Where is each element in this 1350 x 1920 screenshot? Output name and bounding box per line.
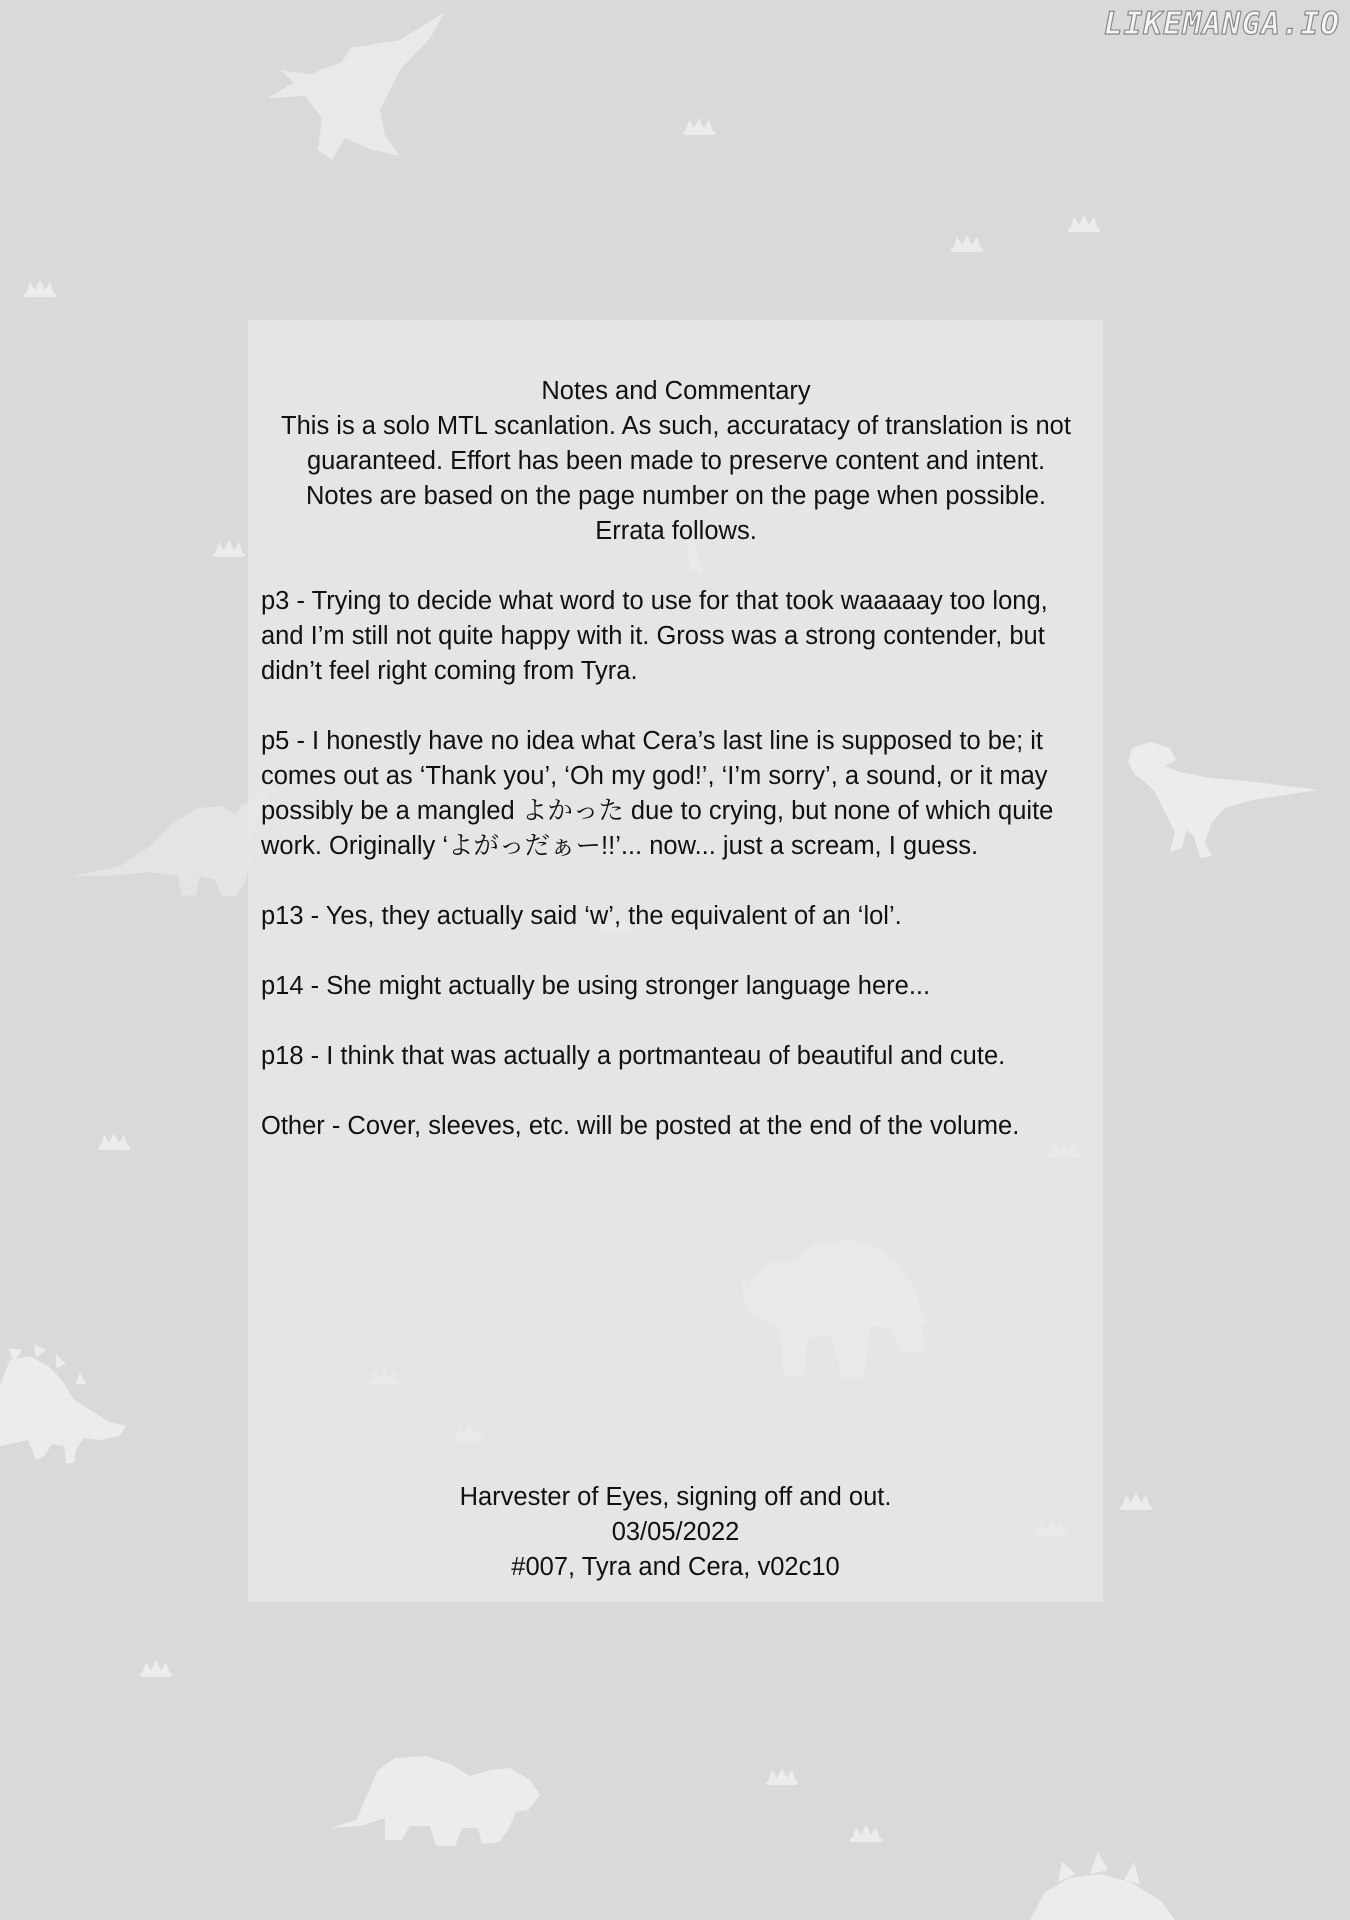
notes-panel [248, 320, 1103, 1602]
signoff-block [248, 1480, 1103, 1585]
stegosaurus-icon [1030, 1852, 1175, 1920]
signoff-date: 03/05/2022 [611, 1518, 740, 1546]
stegosaurus-icon [0, 1344, 126, 1464]
pterodactyl-icon [268, 12, 445, 160]
notes-intro [261, 374, 1091, 549]
sauropod-icon [72, 790, 268, 896]
intro-line: This is a solo MTL scanlation. As such, accuratacy of translation is not [281, 412, 1071, 440]
tyrannosaurus-icon [1128, 742, 1318, 858]
note-p5: p5 - I honestly have no idea what Cera’s last line is supposed to be; it comes out as ‘Thank you’, ‘Oh my god!’, ‘I’m sorry’, a sound, or it may possibly be a mangled よかった due to crying, but none of which quite work. Originally ‘よがっだぁー!!’... now... just a scream, I guess. [261, 727, 1054, 860]
notes-title: Notes and Commentary [541, 377, 811, 405]
release-id: #007, Tyra and Cera, v02c10 [511, 1553, 840, 1581]
note-p14: p14 - She might actually be using stronger language here... [261, 972, 931, 1000]
site-watermark: LIKEMANGA.IO [1104, 6, 1340, 42]
signoff-line: Harvester of Eyes, signing off and out. [459, 1483, 892, 1511]
note-p3: p3 - Trying to decide what word to use for that took waaaaay too long, and I’m still not quite happy with it. Gross was a strong contender, but didn’t feel right coming from Tyra. [261, 587, 1048, 685]
note-other: Other - Cover, sleeves, etc. will be posted at the end of the volume. [261, 1112, 1020, 1140]
triceratops-icon [330, 1756, 540, 1846]
intro-line: guaranteed. Effort has been made to preserve content and intent. [306, 447, 1046, 475]
note-p18: p18 - I think that was actually a portmanteau of beautiful and cute. [261, 1042, 1006, 1070]
note-p13: p13 - Yes, they actually said ‘w’, the equivalent of an ‘lol’. [261, 902, 902, 930]
intro-line: Errata follows. [595, 517, 757, 545]
intro-line: Notes are based on the page number on the page when possible. [305, 482, 1047, 510]
